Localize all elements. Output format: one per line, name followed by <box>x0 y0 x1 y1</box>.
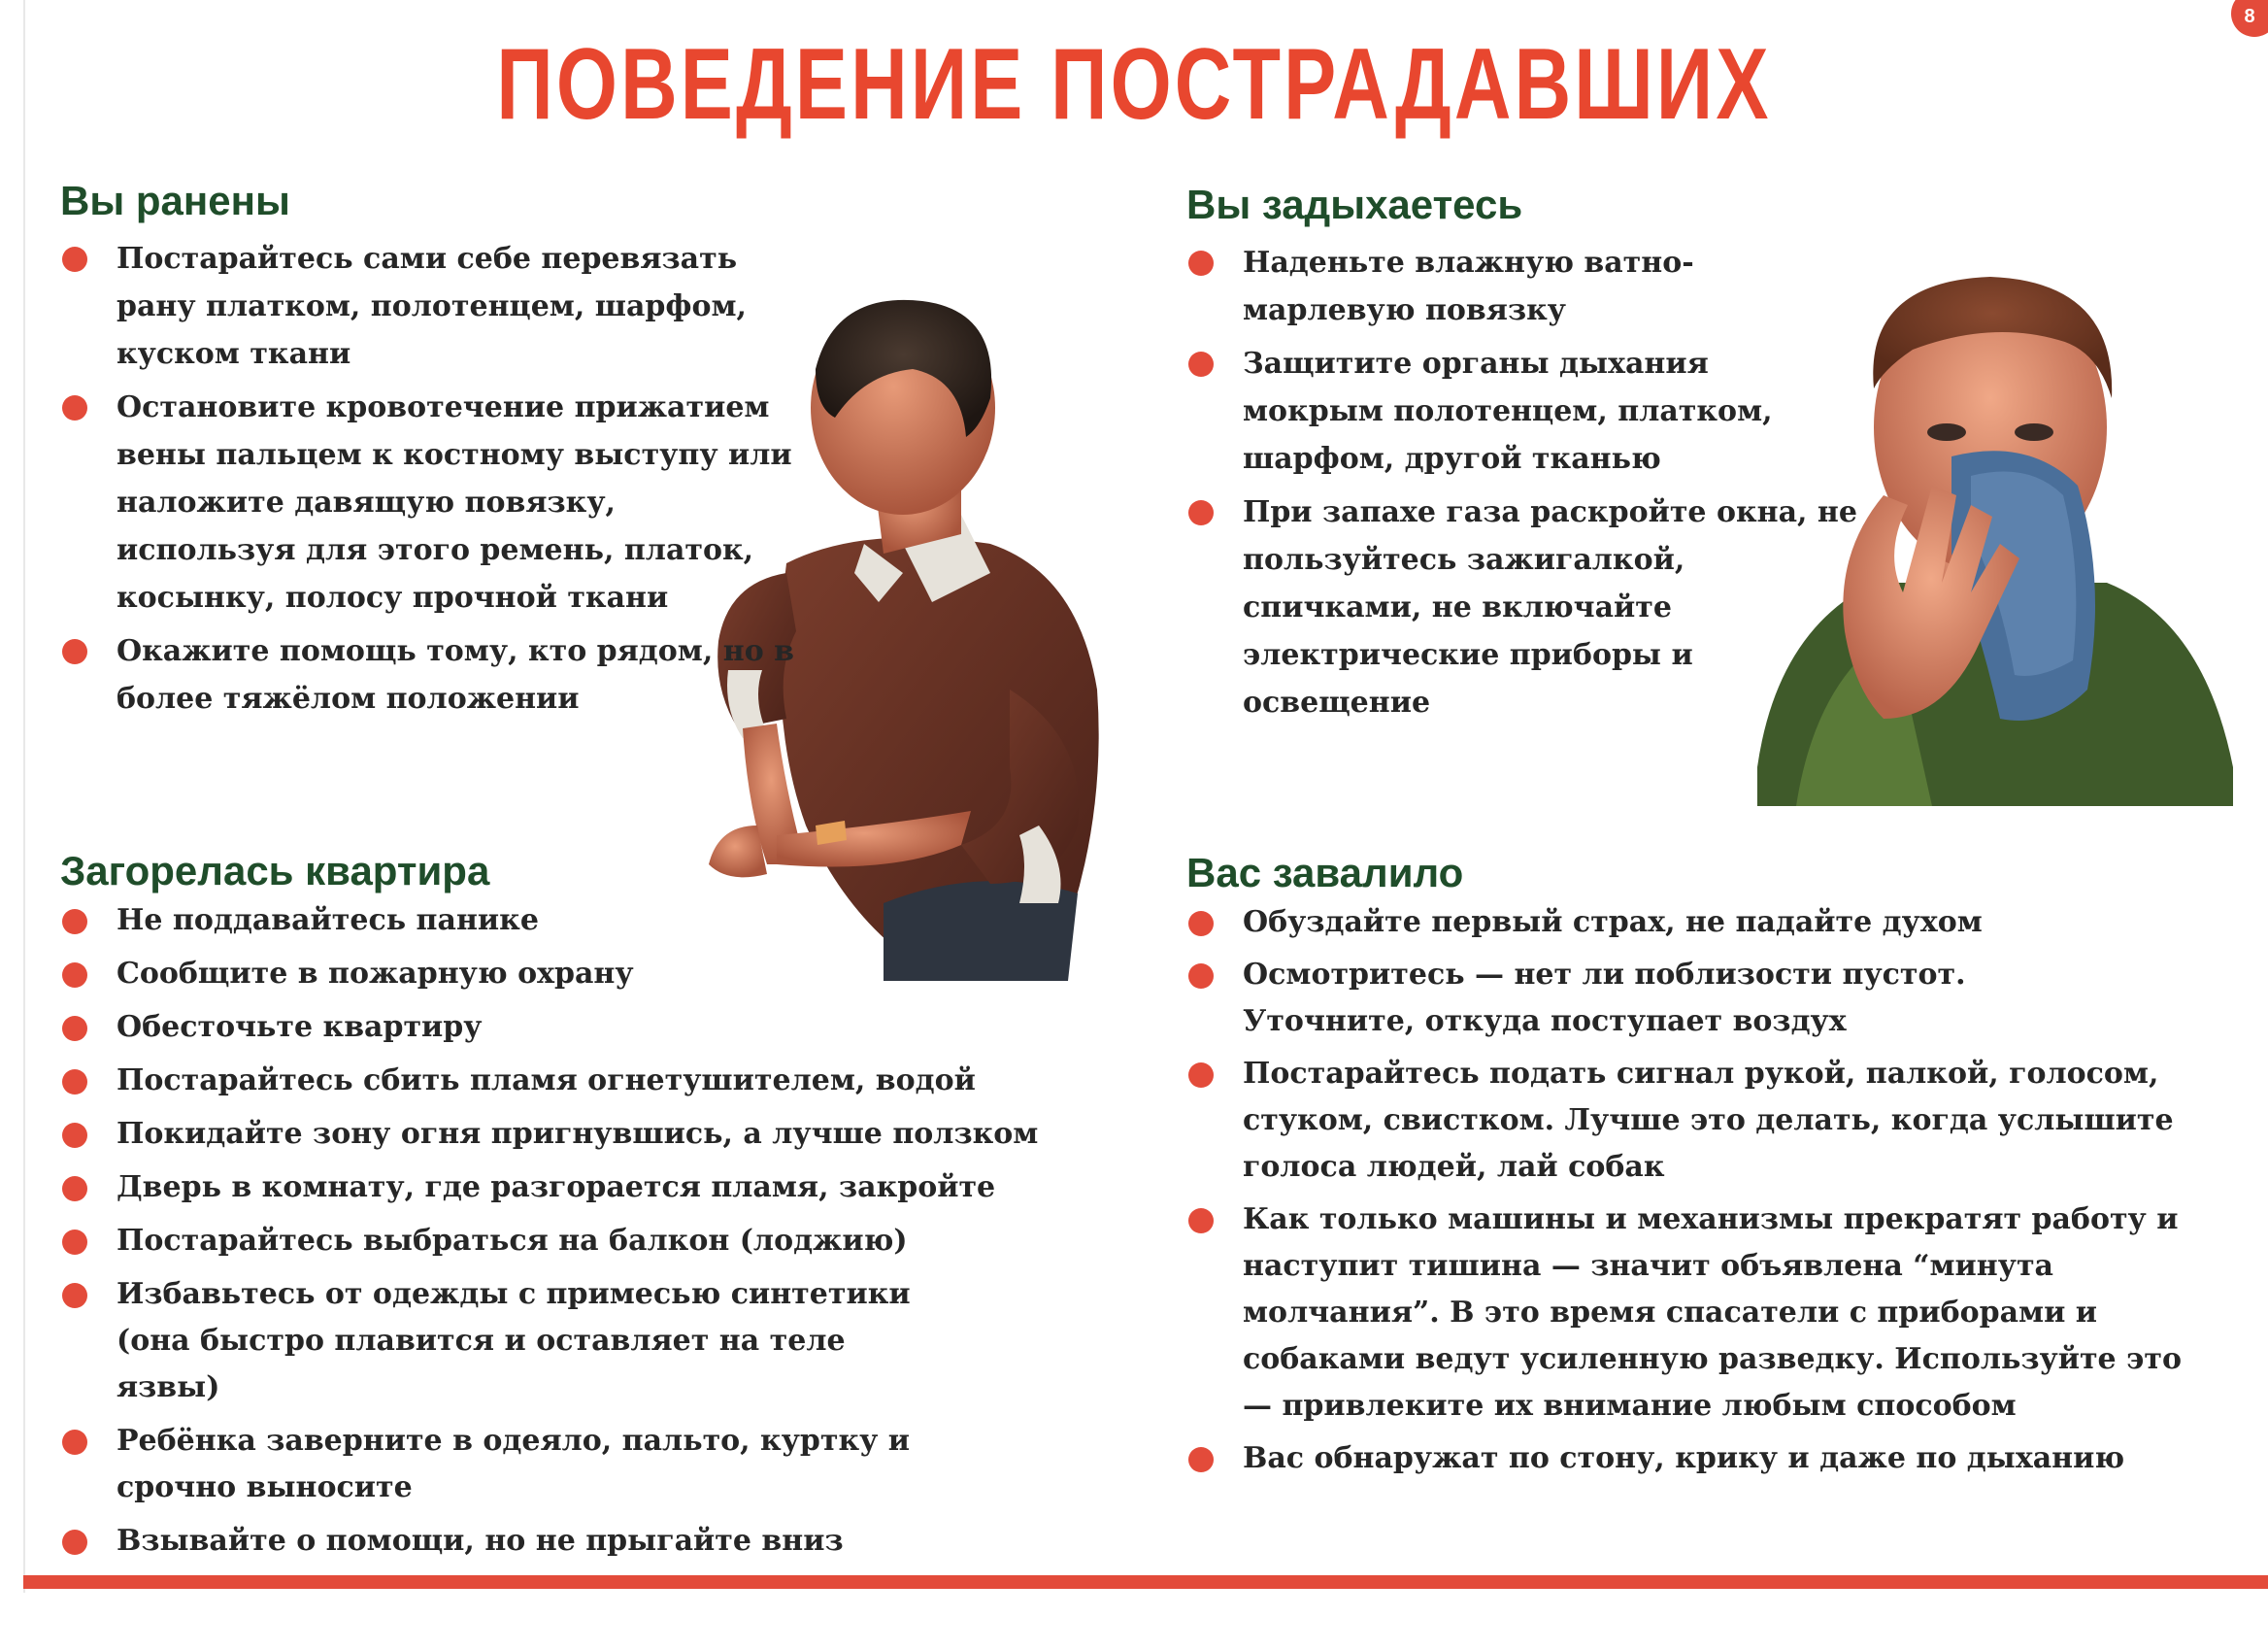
bullet-dot <box>1188 911 1214 936</box>
bullet-dot <box>62 909 87 934</box>
bullet-dot <box>62 1123 87 1148</box>
section-heading-suffocating: Вы задыхаетесь <box>1186 182 1523 227</box>
list-item <box>60 384 798 622</box>
bullet-dot <box>62 395 87 421</box>
list-item <box>60 1111 1051 1158</box>
list-item <box>60 1004 1051 1051</box>
bullet-dot <box>62 1176 87 1201</box>
list-item <box>60 1418 951 1511</box>
bullet-dot <box>62 962 87 988</box>
item-text: Осмотритесь — нет ли поблизости пустот. Уточните, откуда поступает воздух <box>1243 958 1966 1038</box>
item-text: Защитите органы дыхания мокрым полотенцем, платком, шарфом, другой тканью <box>1243 347 1773 476</box>
section-heading-wounded: Вы ранены <box>60 178 290 223</box>
list-item <box>1186 1435 2216 1482</box>
buried-list <box>1186 899 2216 1482</box>
list-item <box>60 235 798 378</box>
bullet-dot <box>62 639 87 664</box>
page-left-border <box>23 0 25 1593</box>
list-item <box>60 1164 1051 1211</box>
page-bottom-stripe <box>23 1575 2268 1589</box>
bullet-dot <box>62 1069 87 1095</box>
list-item <box>60 1218 1051 1264</box>
bullet-dot <box>1188 1208 1214 1233</box>
item-text: При запахе газа раскройте окна, не пользуйтесь зажигалкой, спичками, не включайте электрические приборы и освещение <box>1243 495 1857 720</box>
item-text: Ребёнка заверните в одеяло, пальто, куртку и срочно выносите <box>117 1424 911 1504</box>
list-item <box>1186 489 1864 726</box>
bullet-dot <box>62 1230 87 1255</box>
bullet-dot <box>62 1430 87 1455</box>
wounded-list <box>60 235 798 723</box>
list-item <box>60 1058 1051 1104</box>
section-apartment-fire <box>60 847 1051 1571</box>
item-text: Не поддавайтесь панике <box>117 903 539 937</box>
list-item <box>1186 952 2000 1045</box>
item-text: Покидайте зону огня пригнувшись, а лучше ползком <box>117 1117 1039 1151</box>
list-item <box>1186 899 2216 946</box>
section-suffocating <box>1186 181 1924 732</box>
list-item <box>1186 1051 2214 1191</box>
suffocating-list <box>1186 239 1924 726</box>
fire-list <box>60 897 1051 1565</box>
item-text: Постарайтесь подать сигнал рукой, палкой, голосом, стуком, свистком. Лучше это делать, когда услышите голоса людей, лай собак <box>1243 1057 2174 1184</box>
section-heading-fire: Загорелась квартира <box>60 848 490 893</box>
bullet-dot <box>62 1016 87 1041</box>
list-item <box>1186 1196 2216 1430</box>
item-text: Постарайтесь сбить пламя огнетушителем, водой <box>117 1063 976 1097</box>
item-text: Постарайтесь сами себе перевязать рану платком, полотенцем, шарфом, куском ткани <box>117 242 747 371</box>
item-text: Взывайте о помощи, но не прыгайте вниз <box>117 1524 844 1558</box>
section-wounded <box>60 177 798 728</box>
item-text: Сообщите в пожарную охрану <box>117 957 634 991</box>
list-item <box>60 627 798 723</box>
bullet-dot <box>1188 1062 1214 1088</box>
bullet-dot <box>1188 251 1214 276</box>
item-text: Дверь в комнату, где разгорается пламя, закройте <box>117 1170 996 1204</box>
bullet-dot <box>1188 963 1214 989</box>
section-buried <box>1186 849 2216 1488</box>
bullet-dot <box>1188 1447 1214 1472</box>
item-text: Постарайтесь выбраться на балкон (лоджию) <box>117 1224 908 1258</box>
section-heading-buried: Вас завалило <box>1186 850 1464 895</box>
item-text: Избавьтесь от одежды с примесью синтетики (она быстро плавится и оставляет на теле язвы) <box>117 1277 911 1404</box>
page-title: ПОВЕДЕНИЕ ПОСТРАДАВШИХ <box>496 28 1772 141</box>
list-item <box>60 1271 951 1411</box>
item-text: Как только машины и механизмы прекратят работу и наступит тишина — значит объявлена “минута молчания”. В это время спасатели с приборами и собаками ведут усиленную разведку. Используйте это — привлеките их внимание любым способом <box>1243 1202 2182 1423</box>
item-text: Остановите кровотечение прижатием вены пальцем к костному выступу или наложите давящую повязку, используя для этого ремень, платок, косынку, полосу прочной ткани <box>117 390 792 615</box>
item-text: Вас обнаружат по стону, крику и даже по дыханию <box>1243 1441 2125 1475</box>
list-item <box>60 897 1051 944</box>
list-item <box>1186 239 1699 334</box>
list-item <box>1186 340 1816 483</box>
list-item <box>60 1518 1051 1565</box>
item-text: Обуздайте первый страх, не падайте духом <box>1243 905 1983 939</box>
bullet-dot <box>62 1283 87 1308</box>
item-text: Наденьте влажную ватно-марлевую повязку <box>1243 246 1694 327</box>
item-text: Обесточьте квартиру <box>117 1010 483 1044</box>
bullet-dot <box>1188 352 1214 377</box>
bullet-dot <box>62 1530 87 1555</box>
bullet-dot <box>62 247 87 272</box>
page-number-badge: 8 <box>2231 0 2268 37</box>
bullet-dot <box>1188 500 1214 525</box>
item-text: Окажите помощь тому, кто рядом, но в более тяжёлом положении <box>117 634 795 716</box>
list-item <box>60 951 1051 997</box>
